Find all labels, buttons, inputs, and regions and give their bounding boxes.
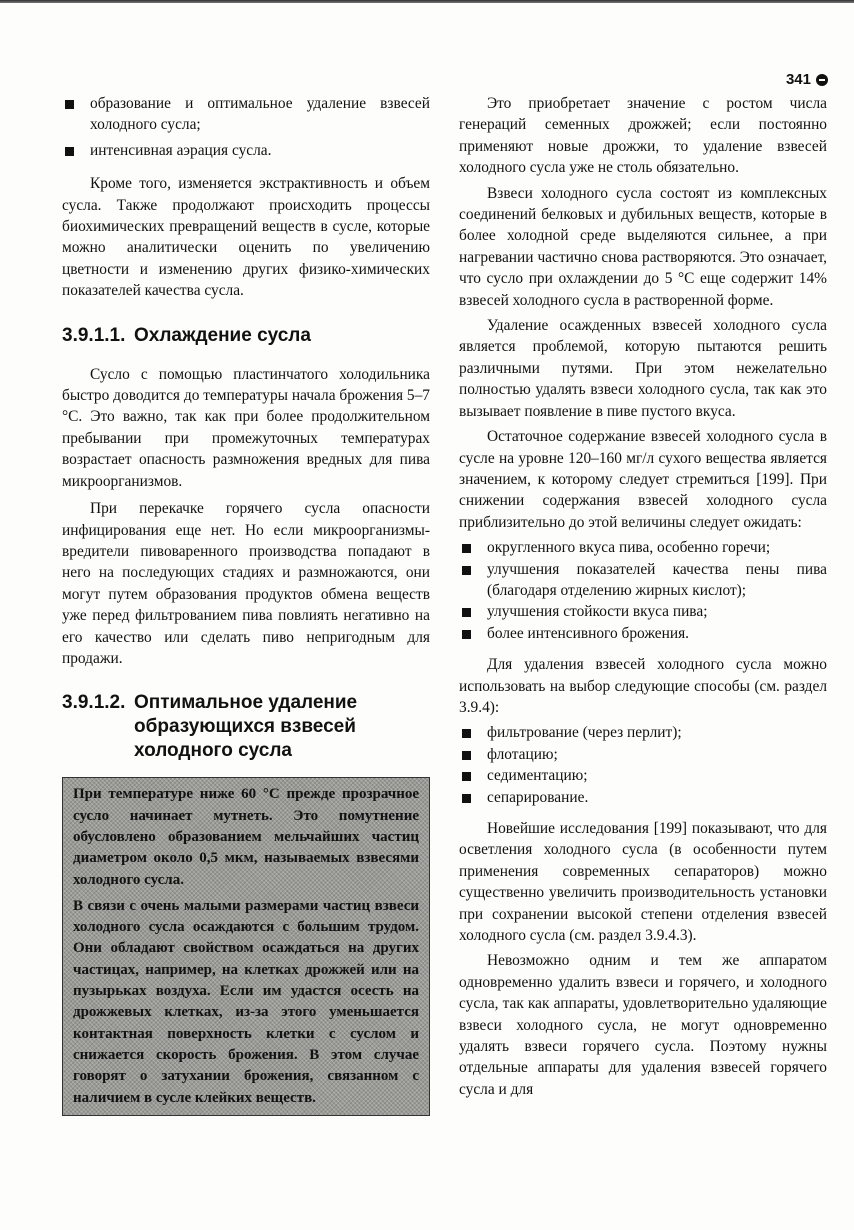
heading-number: 3.9.1.1.	[62, 324, 126, 346]
bullet-list-effects	[459, 537, 827, 644]
paragraph: Новейшие исследования [199] показывают, что для осветления холодного сусла (в особенности путем применения современных сепараторов) можно существенно увеличить производительность установки при сохранении высокой степени отделения взвесей холодного сусла (см. раздел 3.9.4.3).	[459, 820, 827, 945]
paragraph: Остаточное содержание взвесей холодного сусла в сусле на уровне 120–160 мг/л сухого вещества является значением, к которому следует стремиться [199]. При снижении содержания взвесей холодного сусла приблизительно до этой величины следует ожидать:	[459, 428, 827, 531]
list-item: фильтрование (через перлит);	[459, 722, 827, 743]
paragraph: Для удаления взвесей холодного сусла можно использовать на выбор следующие способы (см. раздел 3.9.4):	[459, 656, 827, 716]
section-heading-3-9-1-1	[62, 324, 430, 348]
list-item: сепарирование.	[459, 787, 827, 808]
right-column	[459, 93, 827, 1100]
highlighted-box	[62, 777, 430, 1115]
page-marker-icon	[816, 74, 828, 86]
page-number	[786, 71, 828, 88]
paragraph: Удаление осажденных взвесей холодного сусла является проблемой, которую пытаются решить различными путями. При этом нежелательно полностью удалять взвеси холодного сусла, так как это вызывает появление в пиве пустого вкуса.	[459, 317, 827, 420]
left-column	[62, 93, 430, 1116]
paragraph: Невозможно одним и тем же аппаратом одновременно удалить взвеси и горячего, и холодного сусла, так как аппараты, удовлетворительно удаляющие взвеси холодного сусла, не могут одновременно удалять взвеси горячего сусла. Поэтому нужны отдельные аппараты для удаления взвесей горячего сусла и для	[459, 952, 827, 1098]
heading-title: Оптимальное удаление образующихся взвесей холодного сусла	[134, 692, 358, 762]
paragraph: Взвеси холодного сусла состоят из комплексных соединений белковых и дубильных веществ, которые в более холодной среде выделяются сильнее, а при нагревании частично снова растворяются. Это означает, что сусло при охлаждении до 5 °С еще содержит 14% взвесей холодного сусла в растворенной форме.	[459, 184, 827, 309]
list-item: флотацию;	[459, 744, 827, 765]
list-item: образование и оптимальное удаление взвесей холодного сусла;	[62, 93, 430, 136]
list-item: округленного вкуса пива, особенно горечи;	[459, 537, 827, 558]
heading-number: 3.9.1.2.	[62, 692, 126, 714]
paragraph: Кроме того, изменяется экстрактивность и объем сусла. Также продолжают происходить процессы биохимических превращений веществ в сусле, которые можно аналитически оценить по увеличению цветности и изменению других физико-химических показателей качества сусла.	[62, 175, 430, 300]
section-heading-3-9-1-2	[62, 691, 430, 763]
list-item: улучшения стойкости вкуса пива;	[459, 601, 827, 622]
box-paragraph: При температуре ниже 60 °С прежде прозрачное сусло начинает мутнеть. Это помутнение обусловлено образованием мельчайших частиц диаметром около 0,5 мкм, называемых взвесями холодного сусла.	[73, 786, 419, 888]
paragraph: Сусло с помощью пластинчатого холодильника быстро доводится до температуры начала брожения 5–7 °С. Это важно, так как при более продолжительном пребывании при промежуточных температурах возрастает опасность размножения вредных для пива микроорганизмов.	[62, 365, 430, 490]
list-item: седиментацию;	[459, 765, 827, 786]
list-item: более интенсивного брожения.	[459, 623, 827, 644]
heading-title: Охлаждение сусла	[134, 324, 311, 346]
paragraph: Это приобретает значение с ростом числа генераций семенных дрожжей; если постоянно применяют новые дрожжи, то удаление взвесей холодного сусла уже не столь обязательно.	[459, 95, 827, 177]
paragraph: При перекачке горячего сусла опасности инфицирования еще нет. Но если микроорганизмы-вредители пивоваренного производства попадают в него на последующих стадиях и размножаются, они могут путем образования продуктов обмена веществ уже перед фильтрованием пива повлиять негативно на его качество или сделать пиво непригодным для продажи.	[62, 500, 430, 667]
bullet-list-methods	[459, 722, 827, 808]
list-item: интенсивная аэрация сусла.	[62, 140, 430, 161]
page-number-text: 341	[785, 71, 811, 88]
box-paragraph: В связи с очень малыми размерами частиц взвеси холодного сусла осаждаются с большим трудом. Они обладают свойством осаждаться на других частицах, например, на клетках дрожжей или на пузырьках воздуха. Если им удастся осесть на дрожжевых клетках, из-за этого уменьшается контактная поверхность клетки с суслом и снижается скорость брожения. В этом случае говорят о затухании брожения, связанном с наличием в сусле клейких веществ.	[73, 897, 419, 1106]
top-rule	[0, 0, 854, 3]
bullet-list-top	[62, 93, 430, 161]
list-item: улучшения показателей качества пены пива (благодаря отделению жирных кислот);	[459, 559, 827, 602]
